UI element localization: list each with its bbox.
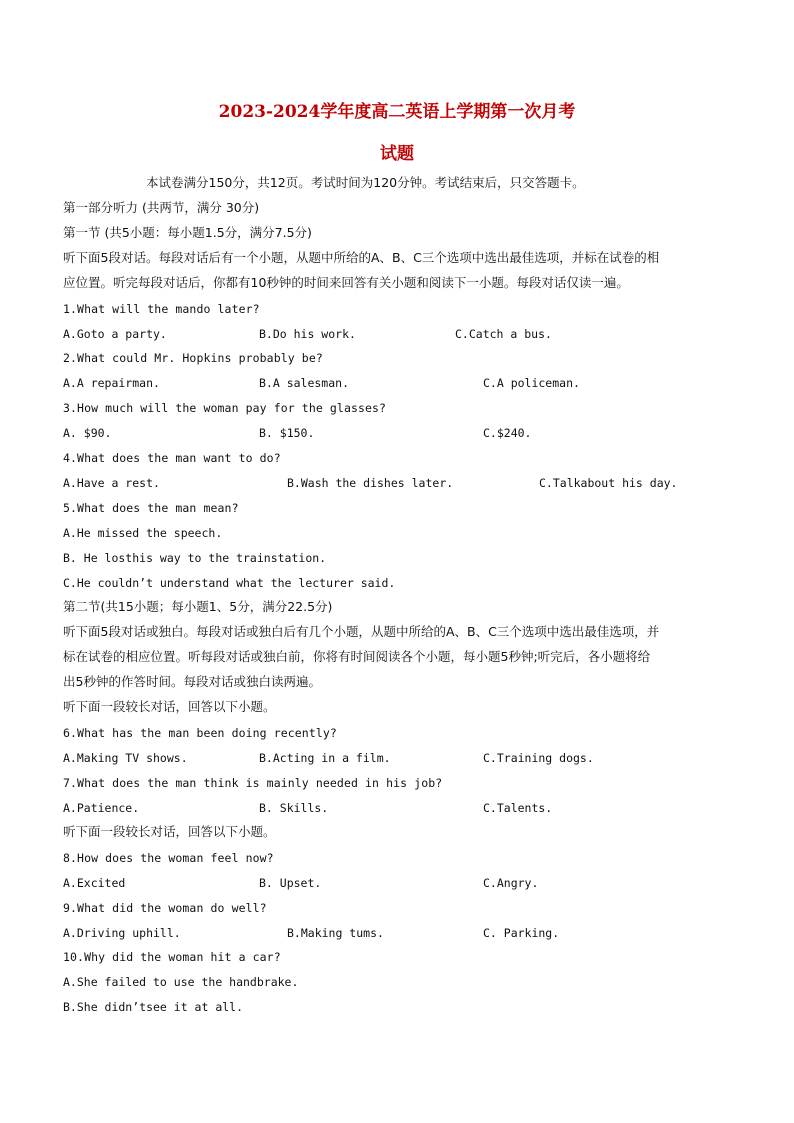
instructions-line: 出5秒钟的作答时间。每段对话或独白读两遍。 — [63, 674, 321, 689]
option-c: C. Parking. — [483, 926, 560, 940]
option-c: C.A policeman. — [483, 376, 580, 390]
question-text: 4.What does the man want to do? — [63, 451, 281, 465]
option-b: B. $150. — [259, 426, 315, 440]
question-text: 10.Why did the woman hit a car? — [63, 950, 281, 964]
option-c: C.Catch a bus. — [455, 327, 552, 341]
question-text: 3.How much will the woman pay for the glasses? — [63, 401, 387, 415]
option-b: B.Wash the dishes later. — [287, 476, 454, 490]
option-a: A.Goto a party. — [63, 327, 167, 341]
option-c: C.Talents. — [483, 801, 553, 815]
option-a: A.Excited — [63, 876, 126, 890]
part-heading: 第一部分听力 (共两节，满分 30分) — [63, 200, 260, 215]
sub-instructions: 听下面一段较长对话，回答以下小题。 — [63, 699, 276, 714]
exam-intro: 本试卷满分150分，共12页。考试时间为120分钟。考试结束后，只交答题卡。 — [146, 175, 585, 190]
option-a: A.A repairman. — [63, 376, 160, 390]
instructions-line: 听下面5段对话或独白。每段对话或独白后有几个小题，从题中所给的A、B、C三个选项中选出最佳选项，并 — [63, 624, 660, 639]
question-text: 6.What has the man been doing recently? — [63, 726, 337, 740]
instructions-line: 应位置。听完每段对话后，你都有10秒钟的时间来回答有关小题和阅读下一小题。每段对话仅读一遍。 — [63, 275, 629, 290]
option-a: A.She failed to use the handbrake. — [63, 975, 299, 989]
option-a: A.Making TV shows. — [63, 751, 188, 765]
section-heading: 第一节 (共5小题：每小题1.5分，满分7.5分) — [63, 225, 312, 240]
question-text: 1.What will the mando later? — [63, 302, 260, 316]
option-b: B.Acting in a film. — [259, 751, 391, 765]
sub-instructions: 听下面一段较长对话，回答以下小题。 — [63, 824, 276, 839]
question-text: 7.What does the man think is mainly needed in his job? — [63, 776, 443, 790]
option-a: A.Have a rest. — [63, 476, 160, 490]
option-b: B.Making tums. — [287, 926, 384, 940]
option-a: A. $90. — [63, 426, 112, 440]
option-a: A.Patience. — [63, 801, 140, 815]
option-c: C.Training dogs. — [483, 751, 594, 765]
option-a: A.He missed the speech. — [63, 526, 223, 540]
option-c: C.He couldn’t understand what the lecturer said. — [63, 576, 396, 590]
option-c: C.$240. — [483, 426, 532, 440]
option-c: C.Angry. — [483, 876, 539, 890]
question-text: 9.What did the woman do well? — [63, 901, 267, 915]
question-text: 8.How does the woman feel now? — [63, 851, 274, 865]
option-b: B.She didn’tsee it at all. — [63, 1000, 244, 1014]
instructions-line: 听下面5段对话。每段对话后有一个小题，从题中所给的A、B、C三个选项中选出最佳选项，并标在试卷的相 — [63, 250, 660, 265]
section-heading: 第二节(共15小题；每小题1、5分，满分22.5分) — [63, 599, 333, 614]
option-a: A.Driving uphill. — [63, 926, 181, 940]
option-b: B.Do his work. — [259, 327, 356, 341]
instructions-line: 标在试卷的相应位置。听每段对话或独白前，你将有时间阅读各个小题，每小题5秒钟;听完后，各小题将给 — [63, 649, 651, 664]
option-b: B. He losthis way to the trainstation. — [63, 551, 327, 565]
exam-title: 2023-2024学年度高二英语上学期第一次月考 — [218, 102, 576, 122]
option-c: C.Talkabout his day. — [539, 476, 678, 490]
option-b: B.A salesman. — [259, 376, 350, 390]
option-b: B. Upset. — [259, 876, 322, 890]
option-b: B. Skills. — [259, 801, 329, 815]
question-text: 5.What does the man mean? — [63, 501, 239, 515]
question-text: 2.What could Mr. Hopkins probably be? — [63, 351, 323, 365]
exam-subtitle: 试题 — [380, 144, 414, 164]
